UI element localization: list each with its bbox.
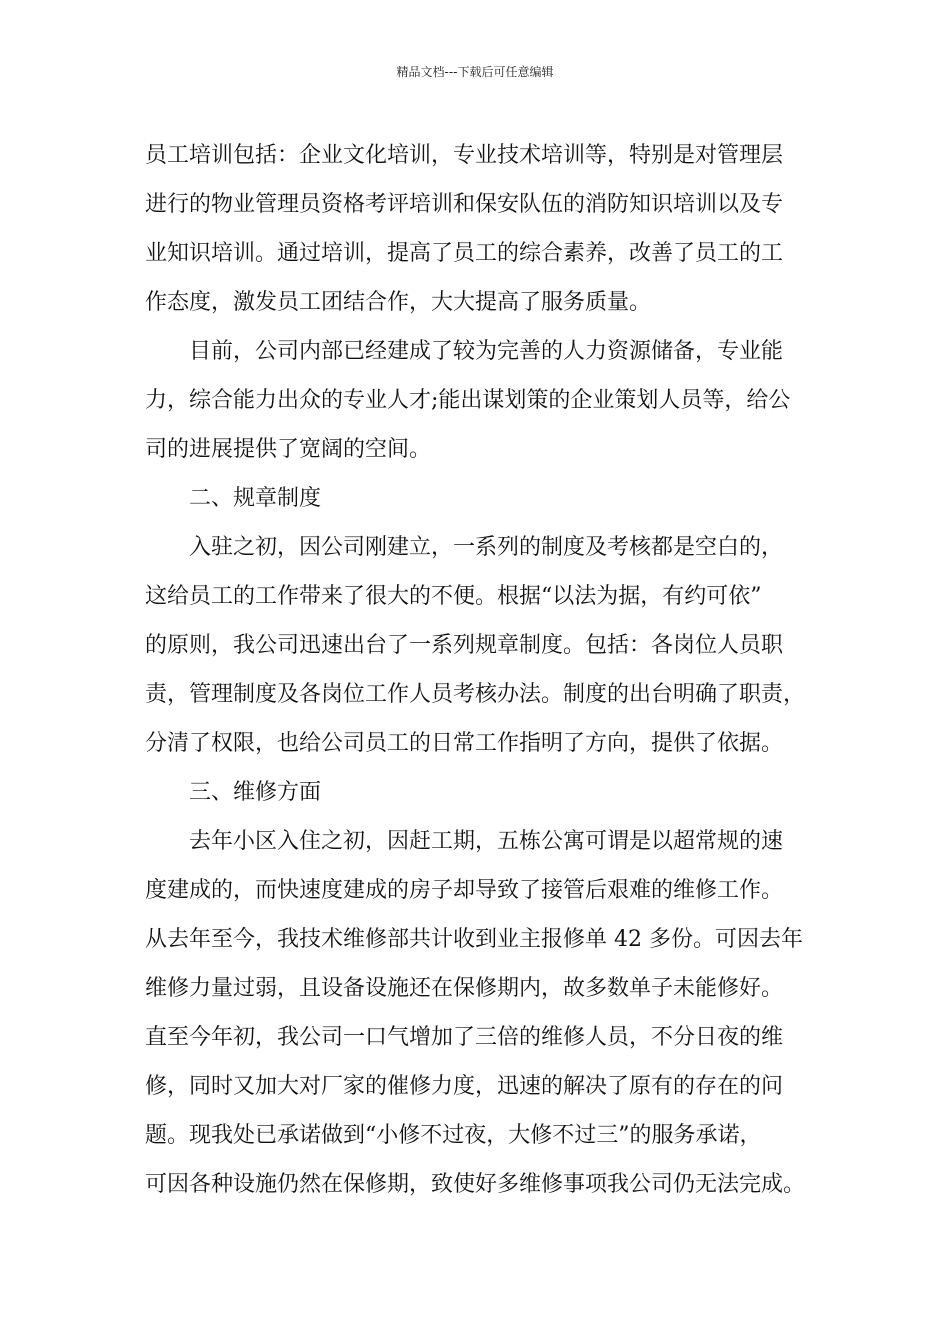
text-line: 入驻之初，因公司刚建立，一系列的制度及考核都是空白的， xyxy=(189,535,784,560)
text-line: 司的进展提供了宽阔的空间。 xyxy=(145,437,432,462)
text-line: 目前，公司内部已经建成了较为完善的人力资源储备，专业能 xyxy=(189,339,784,364)
text-line: 题。现我处已承诺做到“小修不过夜，大修不过三”的服务承诺， xyxy=(145,1123,762,1148)
text-line: 这给员工的工作带来了很大的不便。根据“以法为据，有约可依” xyxy=(145,584,762,609)
text-line: 分清了权限，也给公司员工的日常工作指明了方向，提供了依据。 xyxy=(145,731,784,756)
section-heading: 三、维修方面 xyxy=(189,780,322,805)
text-line: 去年小区入住之初，因赶工期，五栋公寓可谓是以超常规的速 xyxy=(189,829,784,854)
document-body xyxy=(145,131,835,1209)
text-line: 可因各种设施仍然在保修期，致使好多维修事项我公司仍无法完成。 xyxy=(145,1172,806,1197)
text-line: 的原则，我公司迅速出台了一系列规章制度。包括：各岗位人员职 xyxy=(145,633,784,658)
text-line: 责，管理制度及各岗位工作人员考核办法。制度的出台明确了职责， xyxy=(145,682,806,707)
text-line: 进行的物业管理员资格考评培训和保安队伍的消防知识培训以及专 xyxy=(145,192,784,217)
text-line: 力，综合能力出众的专业人才;能出谋划策的企业策划人员等，给公 xyxy=(145,388,791,413)
text-line: 从去年至今，我技术维修部共计收到业主报修单 42 多份。可因去年 xyxy=(145,927,803,952)
text-line: 员工培训包括：企业文化培训，专业技术培训等，特别是对管理层 xyxy=(145,143,784,168)
text-line: 直至今年初，我公司一口气增加了三倍的维修人员，不分日夜的维 xyxy=(145,1025,784,1050)
text-line: 业知识培训。通过培训，提高了员工的综合素养，改善了员工的工 xyxy=(145,241,784,266)
text-line: 作态度，激发员工团结合作，大大提高了服务质量。 xyxy=(145,290,652,315)
page-header: 精品文档---下载后可任意编辑 xyxy=(396,65,554,79)
text-line: 维修力量过弱，且设备设施还在保修期内，故多数单子未能修好。 xyxy=(145,976,784,1001)
text-line: 修，同时又加大对厂家的催修力度，迅速的解决了原有的存在的问 xyxy=(145,1074,784,1099)
section-heading: 二、规章制度 xyxy=(189,486,322,511)
text-line: 度建成的，而快速度建成的房子却导致了接管后艰难的维修工作。 xyxy=(145,878,784,903)
